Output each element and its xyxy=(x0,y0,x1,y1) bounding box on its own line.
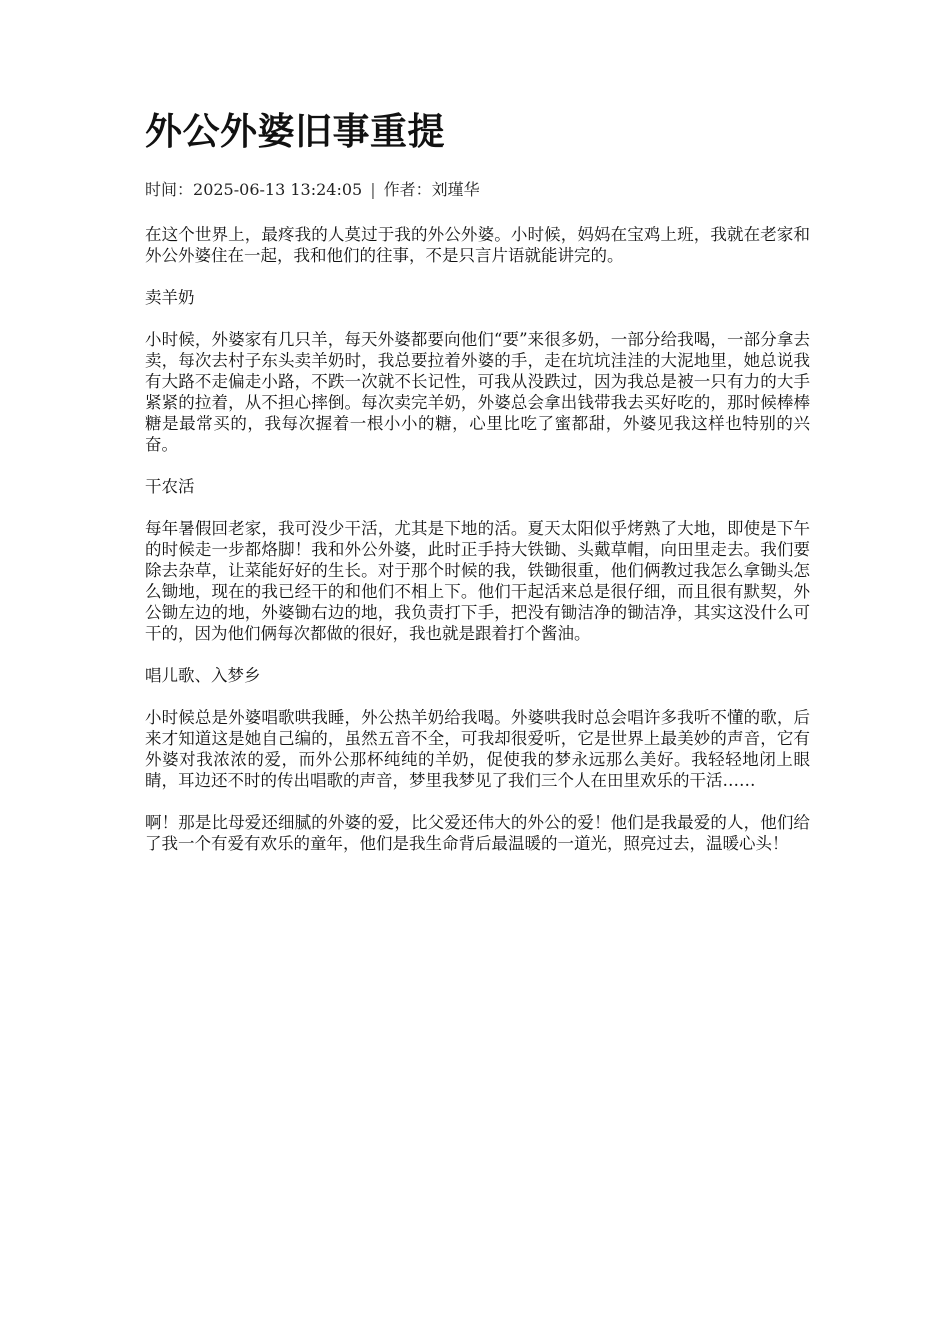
article-meta xyxy=(145,180,810,201)
section-paragraph-sell-milk: 小时候，外婆家有几只羊，每天外婆都要向他们“要”来很多奶，一部分给我喝，一部分拿去卖，每次去村子东头卖羊奶时，我总要拉着外婆的手，走在坑坑洼洼的大泥地里，她总说我有大路不走偏走小路，不跌一次就不长记性，可我从没跌过，因为我总是被一只有力的大手紧紧的拉着，从不担心摔倒。每次卖完羊奶，外婆总会拿出钱带我去买好吃的，那时候棒棒糖是最常买的，我每次握着一根小小的糖，心里比吃了蜜都甜，外婆见我这样也特别的兴奋。 xyxy=(145,330,810,455)
article xyxy=(145,110,810,875)
section-heading-sell-milk: 卖羊奶 xyxy=(145,288,195,308)
time-value: 2025-06-13 13:24:05 xyxy=(193,180,363,200)
intro-paragraph: 在这个世界上，最疼我的人莫过于我的外公外婆。小时候，妈妈在宝鸡上班，我就在老家和外公外婆住在一起，我和他们的往事，不是只言片语就能讲完的。 xyxy=(145,225,810,266)
section-paragraph-farm-work: 每年暑假回老家，我可没少干活，尤其是下地的活。夏天太阳似乎烤熟了大地，即使是下午的时候走一步都烙脚！我和外公外婆，此时正手持大铁锄、头戴草帽，向田里走去。我们要除去杂草，让菜能好好的生长。对于那个时候的我，铁锄很重，他们俩教过我怎么拿锄头怎么锄地，现在的我已经干的和他们不相上下。他们干起活来总是很仔细，而且很有默契，外公锄左边的地，外婆锄右边的地，我负责打下手，把没有锄洁净的锄洁净，其实这没什么可干的，因为他们俩每次都做的很好，我也就是跟着打个酱油。 xyxy=(145,519,810,644)
author-label: 作者： xyxy=(383,180,432,200)
closing-paragraph: 啊！那是比母爱还细腻的外婆的爱，比父爱还伟大的外公的爱！他们是我最爱的人，他们给了我一个有爱有欢乐的童年，他们是我生命背后最温暖的一道光，照亮过去，温暖心头！ xyxy=(145,813,810,854)
author-value: 刘瑾华 xyxy=(431,180,480,200)
section-heading-farm-work: 干农活 xyxy=(145,477,195,497)
section-heading-lullaby: 唱儿歌、入梦乡 xyxy=(145,666,261,686)
section-paragraph-lullaby: 小时候总是外婆唱歌哄我睡，外公热羊奶给我喝。外婆哄我时总会唱许多我听不懂的歌，后来才知道这是她自己编的，虽然五音不全，可我却很爱听，它是世界上最美妙的声音，它有外婆对我浓浓的爱，而外公那杯纯纯的羊奶，促使我的梦永远那么美好。我轻轻地闭上眼睛，耳边还不时的传出唱歌的声音，梦里我梦见了我们三个人在田里欢乐的干活…… xyxy=(145,708,810,791)
time-label: 时间： xyxy=(145,180,194,200)
article-title: 外公外婆旧事重提 xyxy=(145,110,445,153)
meta-separator: | xyxy=(370,180,376,200)
